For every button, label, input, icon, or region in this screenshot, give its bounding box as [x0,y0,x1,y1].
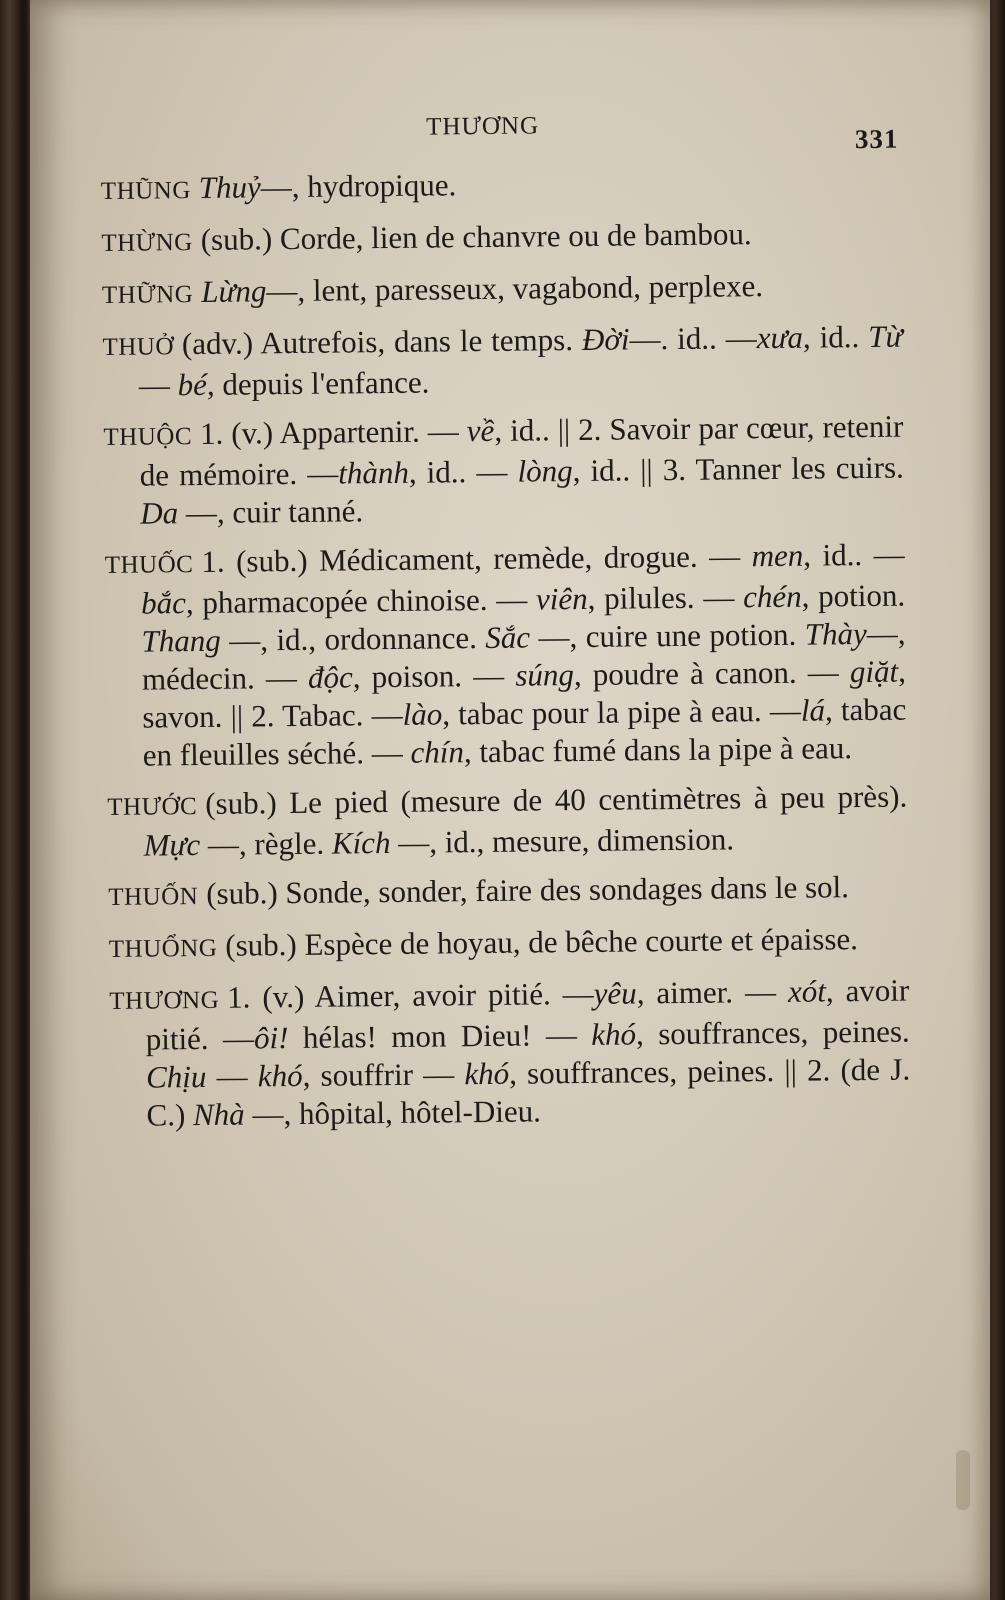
definition-text: , pilules. — [587,579,744,616]
definition-text: —, lent, paresseux, vagabond, perplexe. [266,268,764,309]
dictionary-entry [101,162,901,211]
vietnamese-term: súng [515,657,575,693]
vietnamese-term: chín [410,734,465,770]
vietnamese-term: xưa [756,319,804,356]
definition-text: , aimer. — [636,973,789,1011]
vietnamese-term: khó [464,1055,510,1092]
definition-text: hélas! mon Dieu! — [288,1016,592,1056]
entry-headword: THUỞ [102,333,175,361]
definition-text: (sub.) Corde, lien de chanvre ou de bambou. [200,216,752,257]
entry-headword: THUỔNG [108,934,218,963]
vietnamese-term: về [466,412,495,449]
definition-text: 1. (sub.) Médicament, remède, drogue. — [201,538,752,579]
definition-text: , tabac fumé dans la pipe à eau. [463,730,853,770]
vietnamese-term: Da [140,495,179,531]
dictionary-entry [103,408,904,533]
vietnamese-term: khó [591,1016,637,1052]
vietnamese-term: thành [338,454,410,491]
dictionary-entry [108,868,908,917]
definition-text: —, hydropique. [260,167,457,205]
vietnamese-term: Mực [143,826,201,863]
page-number: 331 [854,123,899,155]
entry-headword: THƯƠNG [109,986,220,1015]
vietnamese-term: Kích [331,824,391,861]
definition-text: , souffrir — [302,1056,465,1093]
entry-headword: THỪNG [101,229,193,257]
vietnamese-term: Sắc [485,619,531,655]
vietnamese-term: men [751,537,804,574]
vietnamese-term: Đời [581,321,630,357]
entry-headword: THƯỚC [107,793,198,821]
dictionary-page [30,0,990,1600]
dictionary-entry [102,266,902,315]
dictionary-entry [101,214,901,263]
definition-text: — [138,367,178,403]
definition-text: , savon. || 2. Tabac. — [142,653,907,735]
dictionary-entry [102,318,903,405]
definition-text: , depuis l'enfance. [206,364,430,402]
page-text [100,102,911,1146]
vietnamese-term: ôi! [253,1020,289,1056]
definition-text: , pharmacopée chinoise. — [185,581,537,621]
definition-text: —, règle. [200,825,333,862]
vietnamese-term: bé [177,366,208,403]
vietnamese-term: giặt [849,653,899,690]
vietnamese-term: yêu [593,975,637,1011]
definition-text: , id.. [802,318,869,355]
definition-text: 1. (v.) Appartenir. — [199,413,467,451]
dictionary-entry [107,778,908,865]
definition-text: , id.. || 2. Savoir par cœur, retenir de mémoire. — [139,408,904,493]
running-head: THƯƠNG [426,112,540,141]
definition-text: —, id., mesure, dimension. [390,821,735,860]
definition-text: , id.. || 3. Tanner les cuirs. [572,449,904,489]
definition-text: , id.. — [408,453,518,490]
vietnamese-term: chén [742,578,802,615]
definition-text: (adv.) Autrefois, dans le temps. [181,321,583,362]
vietnamese-term: Nhà [192,1096,245,1133]
definition-text: (sub.) Le pied (mesure de 40 centimètres à peu près). [205,778,908,821]
vietnamese-term: Từ [868,318,903,354]
definition-text: 1. (v.) Aimer, avoir pitié. — [227,975,594,1015]
definition-text: —, hôpital, hôtel-Dieu. [244,1093,542,1132]
definition-text: —, médecin. — [141,615,906,697]
vietnamese-term: Lừng [201,273,267,309]
definition-text: —, cuire une potion. [529,616,805,655]
definition-text: , tabac en fleuilles séché. — [142,691,907,773]
definition-text: , poison. — [352,657,516,695]
vietnamese-term: Chịu [145,1058,207,1095]
vietnamese-term: lào [402,696,443,732]
definition-text: , id.. — [803,536,905,573]
entry-headword: THUỐN [108,883,199,911]
vietnamese-term: Thày [804,616,867,652]
definition-text: — [206,1058,259,1094]
vietnamese-term: xót [787,973,827,1009]
entry-headword: THỮNG [101,281,194,309]
definition-text: —. id.. — [629,320,757,357]
vietnamese-term: lòng [517,453,573,489]
entry-headword: THŨNG [100,177,191,205]
definition-text: —, id., ordonnance. [220,619,486,658]
definition-text: , tabac pour la pipe à eau. — [442,692,802,732]
definition-text: (sub.) Espèce de hoyau, de bêche courte et épaisse. [225,921,859,963]
definition-text: (sub.) Sonde, sonder, faire des sondages dans le sol. [206,869,850,911]
vietnamese-term: Thuỷ [198,169,261,205]
dictionary-entry [105,536,907,775]
vietnamese-term: bắc [140,585,187,621]
page-header [100,102,901,170]
definition-text: , avoir pitié. — [145,972,910,1057]
dictionary-entry [109,920,909,969]
vietnamese-term: Thang [141,622,221,659]
definition-text: , souffrances, peines. [635,1013,910,1052]
entry-headword: THUỘC [103,423,193,451]
entry-list [101,162,911,1135]
definition-text: , souffrances, peines. || 2. (de J. C.) [146,1051,911,1133]
entry-headword: THUỐC [104,551,194,579]
vietnamese-term: viên [535,580,588,617]
definition-text: —, cuir tanné. [177,493,364,531]
definition-text: , potion. [801,577,906,614]
vietnamese-term: độc [307,659,353,695]
definition-text: , poudre à canon. — [573,654,851,693]
vietnamese-term: lá [800,692,826,728]
vietnamese-term: khó [257,1057,303,1094]
dictionary-entry [109,972,911,1135]
page-stain [956,1450,970,1510]
